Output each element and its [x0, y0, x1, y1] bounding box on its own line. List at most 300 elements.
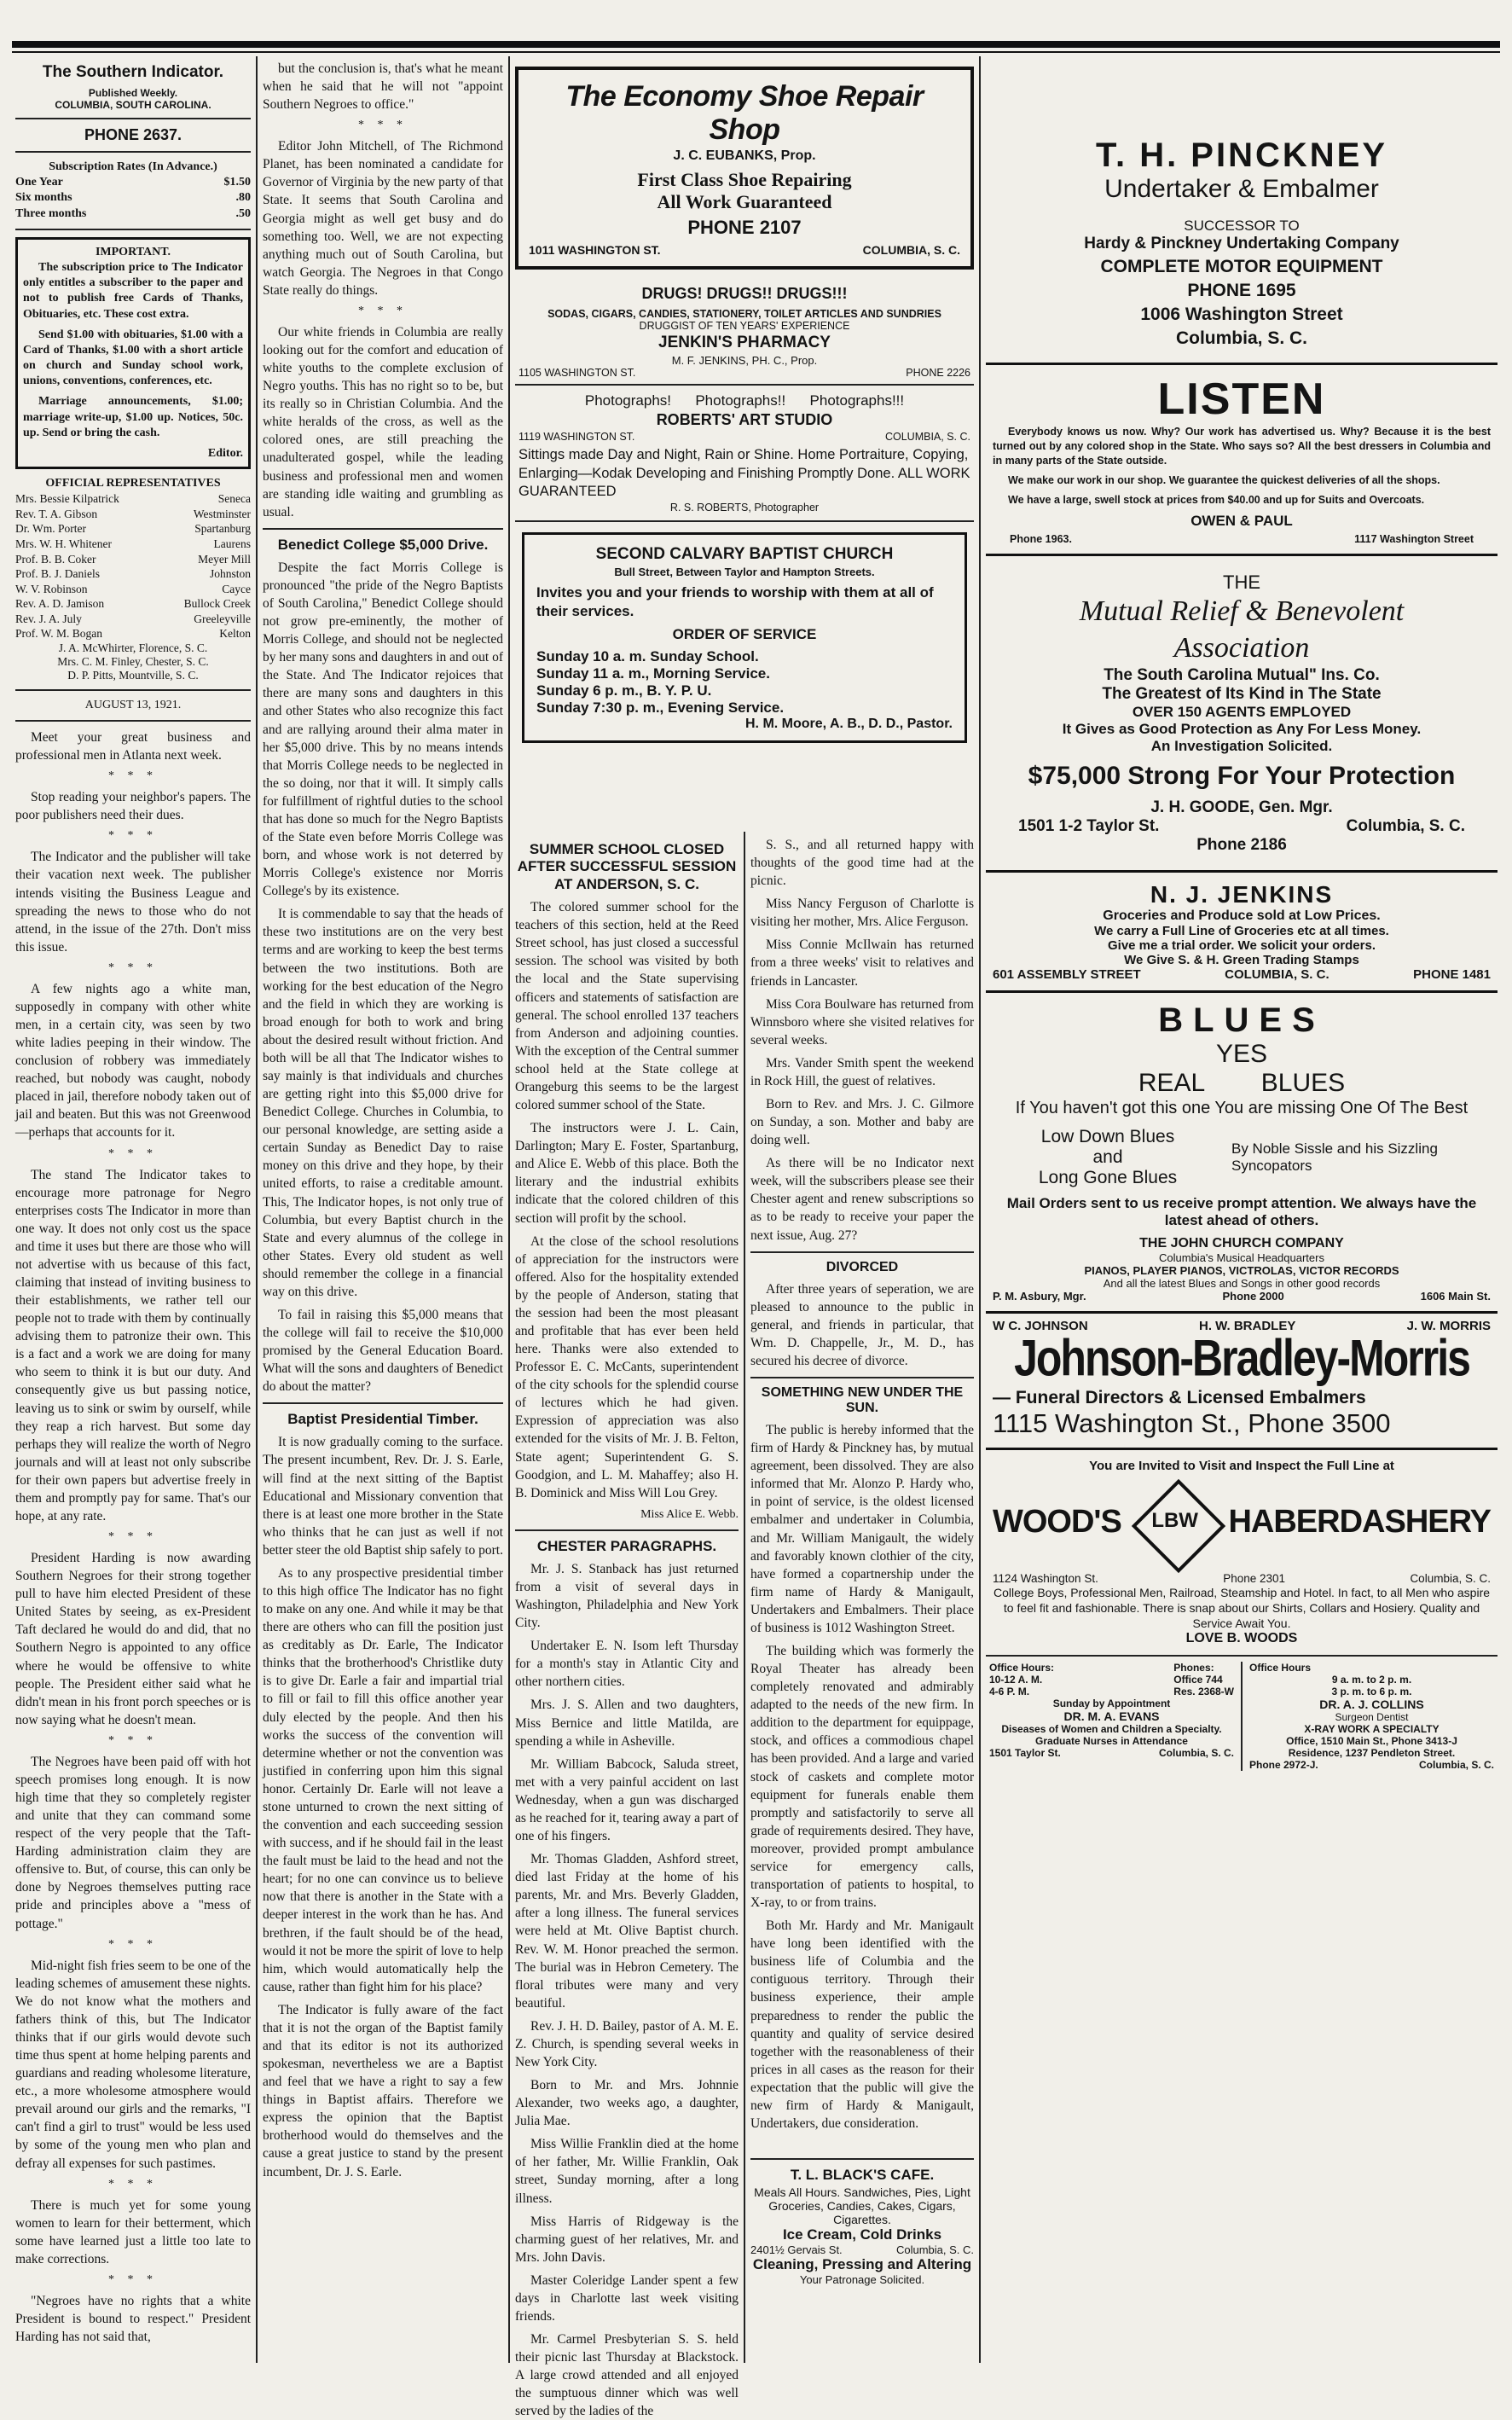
pinckney-phone: PHONE 1695	[1187, 281, 1296, 300]
nj-phone: PHONE 1481	[1413, 966, 1491, 982]
collins-phone: Phone 2972-J.	[1249, 1759, 1318, 1772]
divider	[15, 689, 251, 691]
mutual-phone: Phone 2186	[1196, 835, 1287, 854]
blues-line6: Mail Orders sent to us receive prompt attention. We always have the latest ahead of others.	[1006, 1194, 1477, 1228]
send-text: Send $1.00 with obituaries, $1.00 with a Card of Thanks, $1.00 with a short article on church and Sunday school work, unions, conventions, conferences, etc.	[23, 328, 243, 388]
jbm-ad	[986, 1314, 1498, 1450]
roberts-body: Sittings made Day and Night, Rain or Shine. Home Portraiture, Copying, Enlarging—Kodak Developing and Finishing Promptly Done. ALL WORK GUARANTEED	[518, 447, 970, 500]
paragraph: Mid-night fish fries seem to be one of the leading schemes of amusement these nights. We do not know what the mothers and fathers think of this, but The Indicator thinks that if our girls would devote such time thus spent at home helping parents and guardians and reading wholesome literature, etc., a more wholesome atmosphere would prevail around our girls and the remarks, "I can't find a girl to trust" would be less used by some of the young men who plan and defray all expenses for such pastimes.	[15, 1958, 251, 2171]
blues-and: and	[1092, 1146, 1123, 1167]
rep-name: Mrs. W. H. Whitener	[15, 537, 112, 551]
rep-extra: D. P. Pitts, Mountville, S. C.	[67, 668, 199, 682]
column-rule-1	[256, 56, 258, 2363]
blacks-row	[750, 2243, 974, 2256]
paragraph: Mr. Carmel Presbyterian S. S. held their picnic last Thursday at Blackstock. A large crowd attended and all enjoyed the sumptuous dinner which was well served by the ladies of the	[515, 2332, 739, 2419]
woods-addr: 1124 Washington St.	[993, 1571, 1098, 1585]
economy-line1: First Class Shoe Repairing	[637, 169, 852, 190]
rate-label: Six months	[15, 191, 72, 205]
paragraph: Meet your great business and professional men in Atlanta next week.	[15, 730, 251, 763]
evans-hours-row	[989, 1662, 1234, 1697]
blacks-line4: Your Patronage Solicited.	[799, 2273, 925, 2286]
mutual-relief-ad	[986, 556, 1498, 873]
rep-extra: Mrs. C. M. Finley, Chester, S. C.	[57, 654, 209, 668]
doctors-row	[986, 1657, 1498, 1776]
summer-sig: Miss Alice E. Webb.	[640, 1507, 739, 1521]
pharmacy-row	[518, 367, 970, 379]
column-1	[15, 60, 251, 2363]
issue-date: AUGUST 13, 1921.	[84, 698, 182, 711]
summer-article	[515, 898, 739, 1502]
col4-chester-cont	[750, 836, 974, 1245]
rep-place: Spartanburg	[194, 522, 251, 536]
paragraph: A few nights ago a white man, supposedly in company with other white men, in a certain city, was seen by two white ladies peeping in their window. The conclusion of robbery was immediately reached, but nobody was caught, nobody placed in jail, therefore nobody taken out of jail and beaten. But this was not Greenwood —perhaps that accounts for it.	[15, 981, 251, 1140]
rep-place: Westminster	[193, 507, 251, 520]
rep-row	[15, 582, 251, 597]
paragraph: As to any prospective presidential timber to this high office The Indicator has no fight to make on any one. And while it may be that there are others who can fill the position just as creditably as Dr. Earle, The Indicator thinks that the brotherhood's Christlike duty is to give Dr. Earle a fair and impartial trial to fill or fail to fill this office another year duly elected by the people. And then his works the success of the convention will determine whether or not the convention was justified in conferring upon him this signal honor. Certainly Dr. Earle will not leave a stone unturned to crown the next sitting of the convention and each succeeding session with success, and if he should fail in the least the fault must be laid to the head and not the heart; for no one can convince us to believe now that there is another in the State with a deeper interest in the work than he has. And brethren, if the fault should be of the head, would it not be more the spirit of love to help him, which would automatically help the cause, rather than fight him for his place?	[263, 1565, 503, 1994]
paragraph: Mr. William Babcock, Saluda street, met with a very painful accident on last Wednesday, when a gun was discharged as he reached for it, tearing away a part of one of his fingers.	[515, 1756, 739, 1844]
rate-price: .50	[235, 206, 251, 220]
paragraph: The instructors were J. L. Cain, Darlington; Mary E. Foster, Spartanburg, and Alice E. Webb of this place. Both the literary and the industrial exhibits indicate that the colored children of this section will profit by the school.	[515, 1121, 739, 1226]
evans-name: DR. M. A. EVANS	[1063, 1709, 1160, 1724]
blacks-city: Columbia, S. C.	[895, 2243, 974, 2256]
rep-place: Greeleyville	[194, 612, 251, 625]
rate-row	[15, 190, 251, 206]
middle-ads	[515, 61, 974, 753]
blues-co: THE JOHN CHURCH COMPANY	[1139, 1235, 1344, 1251]
church-order: ORDER OF SERVICE	[672, 625, 817, 642]
blues-songs: And all the latest Blues and Songs in other good records	[1103, 1276, 1381, 1290]
section-stars: * * *	[108, 769, 158, 783]
important-head: IMPORTANT.	[95, 245, 171, 258]
paragraph: It is now gradually coming to the surface. The present incumbent, Rev. Dr. J. S. Earle, will find at the next sitting of the Baptist Educational and Missionary convention that there is at least one more brother in the State who thinks that he can just as well if not better steer the old Baptist ship safely to port.	[263, 1435, 503, 1558]
divider	[263, 1402, 503, 1404]
blacks-line3: Cleaning, Pressing and Altering	[752, 2256, 972, 2272]
pinckney-succ: SUCCESSOR TO	[1184, 218, 1300, 234]
something-article	[750, 1421, 974, 2133]
paragraph: Stop reading your neighbor's papers. The poor publishers need their dues.	[15, 790, 251, 823]
important-text: The subscription price to The Indicator only entitles a subscriber to the paper and not to publish free Cards of Thanks, Obituaries, etc. These cost extra.	[23, 260, 243, 321]
blues-mgr: P. M. Asbury, Mgr.	[993, 1289, 1086, 1303]
church-services	[536, 648, 953, 717]
benedict-article	[263, 559, 503, 1396]
nj-row	[993, 967, 1491, 982]
collins-row	[1249, 1759, 1494, 1771]
nj-line2: We carry a Full Line of Groceries etc at all times.	[1094, 923, 1389, 938]
rep-name: Prof. B. B. Coker	[15, 552, 96, 566]
paragraph: Mrs. J. S. Allen and two daughters, Miss Bernice and little Matilda, are spending a while in Asheville.	[515, 1697, 739, 1749]
paragraph: It is commendable to say that the heads of these two institutions are on the very best terms and are working to keep the best terms between the two institutions. Both are working for the best education of the Negro and the field in which they are working is broad enough for both to work and bring about the desired result without friction. And both will be all that The Indicator wishes to say mainly is that individuals and churches are getting right into this $5,000 drive for Benedict College. Churches in Columbia, to our personal knowledge, are setting aside a certain Sunday as Benedict Day to raise money on this drive and they hope, by their united efforts, to raise a creditable amount. This, The Indicator hopes, is not only true of Columbia, but every Baptist church in the State and every alumnus of the college in other States. Every old student as well should remember the college in a financial way on this drive.	[263, 907, 503, 1299]
column-3	[515, 836, 739, 2419]
divider	[15, 151, 251, 153]
pharmacy-exp: DRUGGIST OF TEN YEARS' EXPERIENCE	[639, 320, 850, 333]
listen-line3: We have a large, swell stock at prices from $40.00 and up for Suits and Overcoats.	[1008, 494, 1425, 506]
nj-city: COLUMBIA, S. C.	[1225, 966, 1330, 982]
rep-place: Laurens	[213, 537, 251, 551]
jbm-name3: J. W. MORRIS	[1406, 1318, 1491, 1333]
paragraph: President Harding is now awarding Southern Negroes for their strong together pull to have him elected President of these United States by seeing, as ex-President Taft declared he would do and did, that no Southern Negro is appointed to any office where he would be offensive to white people. The President either said what he didn't mean in his front porch speeches or is now saying what he doesn't mean.	[15, 1551, 251, 1727]
divider	[15, 229, 251, 230]
woods-left: WOOD'S	[993, 1504, 1121, 1540]
reps-list	[15, 491, 251, 641]
section-stars: * * *	[108, 829, 158, 843]
church-pastor: H. M. Moore, A. B., D. D., Pastor.	[745, 716, 953, 731]
editor-sig: Editor.	[207, 447, 243, 460]
blacks-name: T. L. BLACK'S CAFE.	[790, 2167, 935, 2183]
paragraph: S. S., and all returned happy with thoughts of the good time had at the picnic.	[750, 838, 974, 889]
col2-editorials	[263, 60, 503, 521]
economy-title: The Economy Shoe Repair Shop	[565, 80, 924, 146]
column-rule-2	[508, 56, 510, 2363]
paragraph: Master Coleridge Lander spent a few days in Charlotte last week visiting friends.	[515, 2272, 739, 2324]
right-ads	[986, 60, 1498, 1776]
section-stars: * * *	[108, 1937, 158, 1951]
baptist-head: Baptist Presidential Timber.	[287, 1411, 478, 1428]
rep-row	[15, 552, 251, 567]
church-service: Sunday 10 a. m. Sunday School.	[536, 647, 759, 664]
evans-row	[989, 1747, 1234, 1759]
nj-name: N. J. JENKINS	[1150, 880, 1334, 908]
column-rule-3	[979, 56, 981, 2363]
jbm-sub: — Funeral Directors & Licensed Embalmers	[993, 1387, 1366, 1407]
pharmacy-addr: 1105 WASHINGTON ST.	[518, 367, 636, 380]
pinckney-ad	[986, 60, 1498, 365]
paragraph: Born to Mr. and Mrs. Johnnie Alexander, two weeks ago, a daughter, Julia Mae.	[515, 2078, 739, 2129]
collins-h1: Office Hours	[1249, 1662, 1312, 1674]
rate-label: One Year	[15, 176, 63, 189]
rep-row	[15, 537, 251, 552]
paragraph: The building which was formerly the Royal Theater has already been completely renovated and admirably adapted to the needs of the new firm. In addition to the department for equippage, stock, and offices a commodious chapel has been provided. And a large and varied stock of caskets and complete motor equipment for funerals enable them promptly and satisfactorily to serve all grade of requirements desired. They have, moreover, provided prompt ambulance service for emergency calls, transportation of patients to hospital, to X-ray, to or from trains.	[750, 1643, 974, 1911]
rates-list	[15, 175, 251, 222]
paragraph: The Indicator is fully aware of the fact that it is not the organ of the Baptist family and that its editor is not its authorized spokesman, nevertheless we are a Baptist and feel that we have a right to say a few things in Baptist affairs. Therefore we express the opinion that the Baptist brotherhood would do themselves and the cause a great justice to stand by the present incumbent, Dr. J. S. Earle.	[263, 2002, 503, 2179]
paragraph: Despite the fact Morris College is pronounced "the pride of the Negro Baptists of South Carolina," Benedict College should not grow pre-eminently, the mother of Morris College, and should not be neglected by her many sons and daughters in and out of the State. And The Indicator rejoices that there are many sons and daughters in this and other States who also recognize this fact and are rallying around their alma mater in her $5,000 drive. This by no means intends that Morris College needs to be neglected in the so doing, nor that it will. It simply calls for fulfillment of rightful duties to the school that has done so much for the Negro Baptists of the State even before Morris College was born, and whose work is not deterred by Morris College's existence nor Morris College's by its existence.	[263, 560, 503, 899]
rate-price: $1.50	[223, 176, 251, 189]
pinckney-role: Undertaker & Embalmer	[1104, 175, 1379, 203]
paragraph: Miss Nancy Ferguson of Charlotte is visiting her mother, Mrs. Alice Ferguson.	[750, 897, 974, 930]
pinckney-addr: 1006 Washington Street	[1140, 305, 1343, 324]
something-head: SOMETHING NEW UNDER THE SUN.	[761, 1385, 964, 1416]
paragraph: Miss Cora Boulware has returned from Winnsboro where she visited relatives for several weeks.	[750, 996, 974, 1048]
economy-addr-row	[529, 242, 960, 258]
pinckney-name: T. H. PINCKNEY	[1095, 136, 1388, 174]
jbm-name2: H. W. BRADLEY	[1199, 1318, 1296, 1333]
woods-body: College Boys, Professional Men, Railroad, Steamship and Hotel. In fact, to all Men who aspire to feel fit and fashionable. There is snap about our Shirts, Collars and Hosiery. Quality and Service Await You.	[993, 1585, 1491, 1630]
rate-row	[15, 206, 251, 222]
blacks-addr: 2401½ Gervais St.	[750, 2243, 843, 2256]
paragraph: Mr. Thomas Gladden, Ashford street, died last Friday at the home of his parents, Mr. and Mrs. Beverly Gladden, after a long illness. The funeral services were held at Mt. Olive Baptist church. Rev. W. M. Honor preached the sermon. The burial was in Hebron Cemetery. The floral tributes were many and very beautiful.	[515, 1852, 739, 2011]
marriage-text: Marriage announcements, $1.00; marriage write-up, $1.00 up. Notices, 50c. up. Send or bring the cash.	[23, 395, 243, 439]
listen-name: OWEN & PAUL	[1190, 513, 1293, 529]
jbm-addr: 1115 Washington St., Phone 3500	[993, 1407, 1391, 1438]
evans-ad	[989, 1662, 1243, 1771]
evans-h1: Office Hours:	[989, 1662, 1055, 1674]
rep-place: Johnston	[209, 567, 251, 581]
rep-name: Rev. J. A. July	[15, 612, 82, 625]
listen-line1: Everybody knows us now. Why? Our work has advertised us. Why? Because it is the best turned out by any colored shop in the State. Who says so? All the best dressers in Columbia and in many parts of the State outside.	[993, 426, 1491, 467]
rep-row	[15, 626, 251, 641]
pharmacy-phone: PHONE 2226	[906, 367, 970, 380]
blues-h1: BLUES	[1158, 1001, 1325, 1039]
blues-song1: Low Down Blues	[1040, 1126, 1175, 1146]
evans-line1: Diseases of Women and Children a Specialty. Graduate Nurses in Attendance	[1001, 1723, 1222, 1748]
woods-sig: LOVE B. WOODS	[1185, 1631, 1298, 1646]
listen-addr: 1117 Washington Street	[1354, 533, 1474, 545]
summer-head: SUMMER SCHOOL CLOSED AFTER SUCCESSFUL SESSION AT ANDERSON, S. C.	[517, 841, 737, 892]
rep-name: Dr. Wm. Porter	[15, 522, 86, 536]
col1-articles	[15, 728, 251, 2346]
church-service: Sunday 11 a. m., Morning Service.	[536, 664, 770, 682]
rep-place: Bullock Creek	[183, 597, 251, 611]
economy-line2: All Work Guaranteed	[657, 191, 832, 212]
blues-h2: YES	[1215, 1039, 1268, 1068]
church-invite: Invites you and your friends to worship with them at all of their services.	[536, 583, 934, 619]
rep-name: Mrs. Bessie Kilpatrick	[15, 492, 119, 506]
nj-jenkins-ad	[986, 873, 1498, 993]
evans-h2: 10-12 A. M.	[989, 1674, 1043, 1686]
collins-res: Residence, 1237 Pendleton Street.	[1288, 1747, 1456, 1760]
rep-name: Rev. A. D. Jamison	[15, 597, 105, 611]
divider	[750, 1377, 974, 1378]
paragraph: The colored summer school for the teachers of this section, held at the Reed Street school, has just closed a successful session. The school was visited by both the local and the State supervising officers and statements of satisfaction are general. The school enrolled 137 teachers from Anderson and adjoining counties. With the exception of the Central summer school held at the State college at Orangeburg this seems to be the largest colored summer school of the State.	[515, 900, 739, 1113]
woods-diamond-icon	[1133, 1480, 1218, 1565]
mutual-gives: It Gives as Good Protection as Any For Less Money.	[1062, 721, 1422, 737]
woods-phone: Phone 2301	[1223, 1571, 1286, 1585]
evans-h3: 4-6 P. M.	[989, 1686, 1030, 1698]
woods-city: Columbia, S. C.	[1410, 1571, 1491, 1585]
roberts-studio-ad	[515, 386, 974, 521]
paragraph: Miss Harris of Ridgeway is the charming guest of her relatives, Mr. and Mrs. John Davis.	[515, 2214, 739, 2265]
section-stars: * * *	[108, 960, 158, 974]
section-stars: * * *	[108, 1733, 158, 1747]
mutual-co: The South Carolina Mutual" Ins. Co.	[1104, 666, 1380, 684]
rep-row	[15, 507, 251, 522]
divider	[263, 528, 503, 530]
divider	[15, 118, 251, 119]
economy-phone: PHONE 2107	[687, 217, 802, 238]
evans-addr: 1501 Taylor St.	[989, 1747, 1061, 1760]
section-stars: * * *	[108, 1530, 158, 1544]
nj-line3: Give me a trial order. We solicit your orders.	[1107, 937, 1376, 953]
rep-row	[15, 566, 251, 582]
rates-head: Subscription Rates (In Advance.)	[49, 160, 217, 173]
woods-logo-row	[993, 1480, 1491, 1565]
collins-xray: X-RAY WORK A SPECIALTY	[1304, 1723, 1440, 1736]
woods-mono: LBW	[1151, 1508, 1198, 1532]
divider	[515, 1529, 739, 1531]
column-2	[263, 60, 503, 2363]
mutual-the: THE	[1223, 572, 1260, 593]
pharmacy-prop: M. F. JENKINS, PH. C., Prop.	[671, 354, 818, 368]
masthead-place: COLUMBIA, SOUTH CAROLINA.	[55, 99, 211, 111]
paragraph: Both Mr. Hardy and Mr. Manigault have long been identified with the business life of Columbia and the contiguous territory. Through their business experience, their ample preparedness to render the public the quantity and quality of service desired together with the reasonableness of their prices in all cases as the reason for their expectation that the public will give the new firm of Hardy & Manigault, Undertakers, due consideration.	[750, 1918, 974, 2131]
paragraph: Mrs. Vander Smith spent the weekend in Rock Hill, the guest of relatives.	[750, 1055, 974, 1088]
paragraph: The Indicator and the publisher will take their vacation next week. The publisher intends visiting the Business League and spreading the news to those who do not attend, in the issue of the 27th. Don't miss this issue.	[15, 850, 251, 955]
economy-shoe-ad	[515, 67, 974, 270]
paragraph: As there will be no Indicator next week, will the subscribers please see their Chester agent and renew subscriptions so as to be ready to receive your paper the next issue, Aug. 27?	[750, 1156, 974, 1243]
woods-row	[993, 1572, 1491, 1585]
paragraph: but the conclusion is, that's what he meant when he said that he will not "appoint Southern Negroes to office."	[263, 61, 503, 113]
jbm-name1: W C. JOHNSON	[993, 1318, 1088, 1333]
rate-label: Three months	[15, 206, 87, 220]
masthead-phone: PHONE 2637.	[84, 126, 182, 143]
rep-extra: J. A. McWhirter, Florence, S. C.	[58, 641, 208, 654]
divider	[750, 1251, 974, 1253]
rep-row	[15, 596, 251, 612]
rep-place: Meyer Mill	[198, 552, 251, 566]
divorced-head: DIVORCED	[826, 1259, 899, 1274]
paragraph: Born to Rev. and Mrs. J. C. Gilmore on Sunday, a son. Mother and baby are doing well.	[750, 1097, 974, 1148]
paragraph: There is much yet for some young women to learn for their betterment, which some have learned just a little too late to make corrections.	[15, 2197, 251, 2266]
collins-ad	[1243, 1662, 1494, 1771]
evans-city: Columbia, S. C.	[1158, 1747, 1234, 1760]
blues-ad	[986, 993, 1498, 1314]
woods-ad	[986, 1450, 1498, 1657]
pharmacy-name: JENKIN'S PHARMACY	[658, 334, 831, 352]
blues-line1: If You haven't got this one You are missing One Of The Best	[1015, 1098, 1469, 1117]
roberts-sig: R. S. ROBERTS, Photographer	[669, 501, 820, 514]
divorced-text: After three years of seperation, we are pleased to announce to the public in general, and friends in particular, that Wm. D. Chappelle, Jr., M. D., has secured his decree of divorce.	[750, 1281, 974, 1368]
blues-songs-row	[993, 1127, 1491, 1188]
column-4	[750, 836, 974, 2158]
blues-titles	[993, 1127, 1223, 1188]
collins-role: Surgeon Dentist	[1335, 1711, 1409, 1724]
pinckney-city: Columbia, S. C.	[1175, 328, 1307, 348]
blues-row	[993, 1290, 1491, 1303]
rep-name: W. V. Robinson	[15, 582, 88, 595]
blues-addr: 1606 Main St.	[1420, 1289, 1491, 1303]
listen-phone: Phone 1963.	[1010, 533, 1072, 545]
divider	[15, 720, 251, 722]
paragraph: To fail in raising this $5,000 means that the college will fail to receive the $10,000 promised by the General Education Board. What will the sons and daughters of Benedict do about the matter?	[263, 1308, 503, 1395]
masthead-subtitle: Published Weekly.	[88, 87, 178, 99]
blues-phone: Phone 2000	[1222, 1289, 1284, 1303]
evans-ph3: Res. 2368-W	[1173, 1686, 1234, 1698]
section-stars: * * *	[358, 119, 408, 132]
economy-city: COLUMBIA, S. C.	[862, 243, 960, 257]
paragraph: Miss Willie Franklin died at the home of her father, Mr. Willie Franklin, Oak street, Sunday morning, after a long illness.	[515, 2137, 739, 2206]
listen-ad	[986, 365, 1498, 556]
listen-line2: We make our work in our shop. We guarantee the quickest deliveries of all the shops.	[1008, 474, 1440, 486]
section-stars: * * *	[108, 2177, 158, 2191]
important-box	[15, 237, 251, 469]
collins-city: Columbia, S. C.	[1418, 1759, 1494, 1772]
rate-row	[15, 175, 251, 190]
collins-name: DR. A. J. COLLINS	[1319, 1697, 1424, 1712]
paragraph: Miss Connie McIlwain has returned from a three weeks' visit to relatives and friends in Lancaster.	[750, 937, 974, 989]
nj-line4: We Give S. & H. Green Trading Stamps	[1124, 952, 1359, 967]
paragraph: The Negroes have been paid off with hot speech promises long enough. It is now high time that they so completely register and unite that they can command some respect of the very people that the Taft-Harding administration claim they are offensive to. But, of course, this can only be done by Negroes themselves putting race pride and principles above a "mess of pottage."	[15, 1754, 251, 1931]
top-rule-thin	[12, 51, 1500, 53]
rep-name: Prof. B. J. Daniels	[15, 567, 100, 581]
paragraph: Mr. J. S. Stanback has just returned from a visit of several days in Washington, Philadelphia and New York City.	[515, 1561, 739, 1631]
paragraph: The public is hereby informed that the firm of Hardy & Pinckney has, by mutual agreement, been dissolved. They are also informed that Mr. Alonzo P. Hardy who, in point of service, is the oldest licensed embalmer and undertaker in Columbia, and Mr. William Manigault, the widely and favorably known clothier of the city, have formed a copartnership under the firm name of Hardy & Manigault, Undertakers and Embalmers. Their place of business is 1012 Washington Street.	[750, 1423, 974, 1635]
roberts-head: Photographs! Photographs!! Photographs!!!	[584, 392, 905, 409]
rep-place: Cayce	[222, 582, 251, 595]
blacks-line2: Ice Cream, Cold Drinks	[782, 2226, 942, 2243]
pinckney-motor: COMPLETE MOTOR EQUIPMENT	[1100, 257, 1383, 276]
paragraph: The stand The Indicator takes to encourage more patronage for Negro enterprises costs The Indicator in more than one way. It does not only cost us the space and time it uses but there are those who will not advertise with us because of this fact, claiming that instead of inviting business to their establishments, we rather tell our people not to trade with them by continually advising them to patronize their own. This is a fact and a work we are doing for many who seem to think it is but our duty. And consequently give us but passing notice, leaving us to sink or swim by ourself, while they reap a rich harvest. But some day perhaps they will realize the worth of Negro journals and will at least not only subscribe for their own papers but advertise freely in them and promptly pay for same. That's our hope, at any rate.	[15, 1167, 251, 1523]
masthead-title: The Southern Indicator.	[42, 63, 224, 81]
paragraph: Undertaker E. N. Isom left Thursday for a month's stay in Atlantic City and other northern cities.	[515, 1639, 739, 1690]
blues-hq: Columbia's Musical Headquarters	[1159, 1251, 1324, 1264]
jenkins-pharmacy-ad	[515, 275, 974, 386]
rep-name: Prof. W. M. Bogan	[15, 627, 103, 641]
benedict-head: Benedict College $5,000 Drive.	[277, 536, 489, 553]
rep-place: Seneca	[217, 492, 251, 506]
blacks-line1: Meals All Hours. Sandwiches, Pies, Light Groceries, Candies, Cakes, Cigars, Cigarettes.	[754, 2185, 970, 2226]
paragraph: Rev. J. H. D. Bailey, pastor of A. M. E. Z. Church, is spending several weeks in New York City.	[515, 2018, 739, 2069]
church-name: SECOND CALVARY BAPTIST CHURCH	[595, 544, 894, 563]
mutual-agents: OVER 150 AGENTS EMPLOYED	[1132, 704, 1352, 720]
church-service: Sunday 7:30 p. m., Evening Service.	[536, 699, 785, 716]
rate-price: .80	[235, 191, 251, 205]
collins-office: Office, 1510 Main St., Phone 3413-J	[1286, 1735, 1457, 1748]
reps-extra	[15, 641, 251, 682]
blues-h3: REAL BLUES	[1138, 1068, 1346, 1097]
mutual-invest: An Investigation Solicited.	[1150, 738, 1333, 754]
blues-artist: By Noble Sissle and his Sizzling Syncopators	[1231, 1140, 1438, 1174]
economy-prop: J. C. EUBANKS, Prop.	[673, 148, 816, 163]
paragraph: Editor John Mitchell, of The Richmond Planet, has been nominated a candidate for Governor of Virginia by the new party of that State. It seems that South Carolina and Georgia might as well get busy and do something too. Well, we are not expecting anything much out of South Carolina, but watch Georgia. The Negroes in that Congo State really do things.	[263, 139, 503, 298]
pinckney-firm: Hardy & Pinckney Undertaking Company	[1084, 235, 1399, 252]
woods-invite: You are Invited to Visit and Inspect the Full Line at	[1089, 1458, 1394, 1473]
mutual-addr: 1501 1-2 Taylor St.	[1018, 816, 1160, 835]
rep-place: Kelton	[219, 627, 251, 641]
pharmacy-sub: SODAS, CIGARS, CANDIES, STATIONERY, TOILET ARTICLES AND SUNDRIES	[547, 308, 941, 321]
church-loc: Bull Street, Between Taylor and Hampton Streets.	[614, 565, 875, 578]
baptist-article	[263, 1433, 503, 2180]
listen-row	[993, 530, 1491, 545]
evans-h4: Sunday by Appointment	[1052, 1697, 1171, 1710]
chester-article	[515, 1560, 739, 2420]
blues-items: PIANOS, PLAYER PIANOS, VICTROLAS, VICTOR RECORDS	[1084, 1263, 1399, 1277]
blacks-cafe-ad	[750, 2158, 974, 2286]
rep-name: Rev. T. A. Gibson	[15, 507, 98, 520]
reps-head: OFFICIAL REPRESENTATIVES	[45, 477, 221, 490]
paragraph: Our white friends in Columbia are really looking out for the comfort and education of white youths to the complete exclusion of Negro youths. This has no right so to be, but its really so in Christian Columbia. And the white heralds of the cross, as well as the colored ones, are still preaching the unadulterated gospel, while the leading business and professional men and women are standing idle waiting and grumbling as usual.	[263, 324, 503, 519]
rep-row	[15, 612, 251, 627]
mutual-name: Mutual Relief & Benevolent Association	[1079, 595, 1405, 664]
collins-h2: 9 a. m. to 2 p. m.	[1331, 1674, 1412, 1686]
collins-h3: 3 p. m. to 6 p. m.	[1331, 1686, 1412, 1698]
section-stars: * * *	[108, 2272, 158, 2286]
nj-addr: 601 ASSEMBLY STREET	[993, 966, 1141, 982]
mutual-big: $75,000 Strong For Your Protection	[1028, 762, 1456, 790]
pharmacy-head: DRUGS! DRUGS!! DRUGS!!!	[641, 285, 848, 303]
section-stars: * * *	[358, 304, 408, 317]
chester-head: CHESTER PARAGRAPHS.	[536, 1537, 717, 1554]
blues-song2: Long Gone Blues	[1038, 1167, 1178, 1187]
roberts-row	[518, 431, 970, 443]
jbm-title: Johnson-Bradley-Morris	[1014, 1328, 1469, 1387]
economy-addr: 1011 WASHINGTON ST.	[529, 243, 661, 257]
rep-row	[15, 491, 251, 507]
roberts-name: ROBERTS' ART STUDIO	[656, 411, 833, 429]
mutual-row	[993, 817, 1491, 836]
evans-ph2: Office 744	[1173, 1674, 1223, 1686]
section-stars: * * *	[108, 1146, 158, 1160]
rep-row	[15, 521, 251, 537]
mutual-city: Columbia, S. C.	[1346, 816, 1465, 835]
paragraph: "Negroes have no rights that a white President is bound to respect." President Harding has not said that,	[15, 2293, 251, 2345]
church-service: Sunday 6 p. m., B. Y. P. U.	[536, 682, 712, 699]
listen-head: LISTEN	[1157, 374, 1326, 424]
woods-right: HABERDASHERY	[1228, 1504, 1491, 1540]
column-rule-inner	[744, 832, 745, 2363]
mutual-mgr: J. H. GOODE, Gen. Mgr.	[1150, 798, 1333, 816]
paragraph: At the close of the school resolutions of appreciation for the instructors were offered. Also for the hospitality extended by the people of Anderson, stating that the session had been the most pleasant and profitable that has ever been held here. Thanks were also extended to Professor E. C. McCants, superintendent of the city schools for the splendid course of lectures which he had given. Expression of appreciation was also extended for the visits of Mr. J. B. Felton, State agent; Superintendent G. S. Goodgion, and L. M. Mahaffey; also H. B. Dominick and Miss Will Lou Grey.	[515, 1233, 739, 1500]
roberts-addr: 1119 WASHINGTON ST.	[518, 431, 635, 444]
nj-line1: Groceries and Produce sold at Low Prices.	[1103, 908, 1381, 923]
